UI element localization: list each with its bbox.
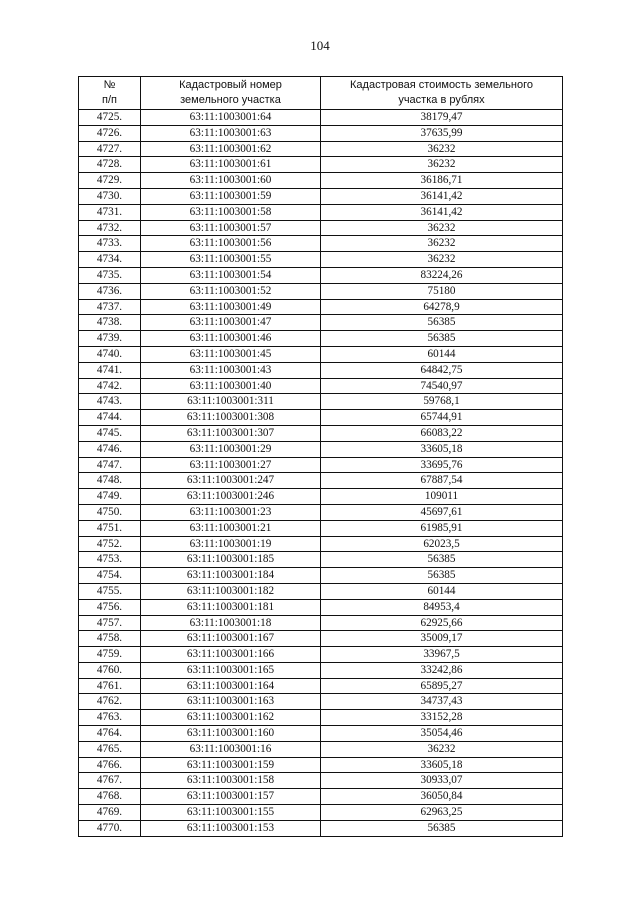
cadastral-value-cell: 38179,47 — [321, 110, 563, 126]
cadastral-value-cell: 33967,5 — [321, 647, 563, 663]
cadastral-value-cell: 36141,42 — [321, 188, 563, 204]
cadastral-value-cell: 56385 — [321, 568, 563, 584]
cadastral-number-cell: 63:11:1003001:153 — [141, 820, 321, 836]
cadastral-number-cell: 63:11:1003001:158 — [141, 773, 321, 789]
header-cadastral-number — [141, 77, 321, 110]
cadastral-number-cell: 63:11:1003001:23 — [141, 504, 321, 520]
row-number-cell: 4733. — [79, 236, 141, 252]
table-row — [79, 378, 563, 394]
table-row — [79, 631, 563, 647]
table-row — [79, 678, 563, 694]
header-value-line1: Кадастровая стоимость земельного — [350, 79, 533, 91]
row-number-cell: 4760. — [79, 662, 141, 678]
table-header-row — [79, 77, 563, 110]
row-number-cell: 4756. — [79, 599, 141, 615]
row-number-cell: 4736. — [79, 283, 141, 299]
cadastral-value-cell: 62023,5 — [321, 536, 563, 552]
cadastral-number-cell: 63:11:1003001:165 — [141, 662, 321, 678]
row-number-cell: 4744. — [79, 410, 141, 426]
row-number-cell: 4766. — [79, 757, 141, 773]
table-row — [79, 394, 563, 410]
row-number-cell: 4748. — [79, 473, 141, 489]
table-row — [79, 141, 563, 157]
cadastral-value-cell: 33605,18 — [321, 441, 563, 457]
row-number-cell: 4728. — [79, 157, 141, 173]
cadastral-number-cell: 63:11:1003001:16 — [141, 741, 321, 757]
cadastral-number-cell: 63:11:1003001:311 — [141, 394, 321, 410]
cadastral-number-cell: 63:11:1003001:54 — [141, 267, 321, 283]
table-row — [79, 504, 563, 520]
cadastral-number-cell: 63:11:1003001:47 — [141, 315, 321, 331]
cadastral-value-cell: 36186,71 — [321, 173, 563, 189]
cadastral-value-cell: 30933,07 — [321, 773, 563, 789]
row-number-cell: 4737. — [79, 299, 141, 315]
cadastral-number-cell: 63:11:1003001:61 — [141, 157, 321, 173]
row-number-cell: 4747. — [79, 457, 141, 473]
table-row — [79, 188, 563, 204]
cadastral-value-cell: 33605,18 — [321, 757, 563, 773]
table-row — [79, 204, 563, 220]
row-number-cell: 4729. — [79, 173, 141, 189]
cadastral-value-cell: 45697,61 — [321, 504, 563, 520]
table-row — [79, 157, 563, 173]
table-row — [79, 757, 563, 773]
header-number-line2: п/п — [102, 94, 117, 106]
cadastral-value-cell: 65744,91 — [321, 410, 563, 426]
table-row — [79, 662, 563, 678]
row-number-cell: 4764. — [79, 726, 141, 742]
cadastral-value-cell: 36232 — [321, 220, 563, 236]
cadastral-number-cell: 63:11:1003001:167 — [141, 631, 321, 647]
table-row — [79, 615, 563, 631]
row-number-cell: 4725. — [79, 110, 141, 126]
cadastral-value-cell: 36141,42 — [321, 204, 563, 220]
row-number-cell: 4741. — [79, 362, 141, 378]
table-row — [79, 805, 563, 821]
cadastral-value-cell: 74540,97 — [321, 378, 563, 394]
cadastral-number-cell: 63:11:1003001:246 — [141, 489, 321, 505]
table-row — [79, 410, 563, 426]
row-number-cell: 4734. — [79, 252, 141, 268]
row-number-cell: 4750. — [79, 504, 141, 520]
cadastral-number-cell: 63:11:1003001:21 — [141, 520, 321, 536]
cadastral-value-table — [78, 76, 563, 837]
cadastral-value-cell: 36232 — [321, 252, 563, 268]
cadastral-number-cell: 63:11:1003001:57 — [141, 220, 321, 236]
table-row — [79, 331, 563, 347]
table-row — [79, 110, 563, 126]
cadastral-value-cell: 109011 — [321, 489, 563, 505]
row-number-cell: 4738. — [79, 315, 141, 331]
table-row — [79, 220, 563, 236]
row-number-cell: 4749. — [79, 489, 141, 505]
table-row — [79, 647, 563, 663]
cadastral-value-cell: 56385 — [321, 331, 563, 347]
cadastral-value-cell: 33695,76 — [321, 457, 563, 473]
cadastral-number-cell: 63:11:1003001:157 — [141, 789, 321, 805]
cadastral-number-cell: 63:11:1003001:19 — [141, 536, 321, 552]
table-row — [79, 441, 563, 457]
cadastral-number-cell: 63:11:1003001:308 — [141, 410, 321, 426]
cadastral-number-cell: 63:11:1003001:155 — [141, 805, 321, 821]
cadastral-number-cell: 63:11:1003001:163 — [141, 694, 321, 710]
cadastral-value-cell: 56385 — [321, 315, 563, 331]
cadastral-number-cell: 63:11:1003001:45 — [141, 346, 321, 362]
table-row — [79, 473, 563, 489]
table-row — [79, 710, 563, 726]
table-row — [79, 252, 563, 268]
table-row — [79, 741, 563, 757]
cadastral-value-cell: 67887,54 — [321, 473, 563, 489]
table-row — [79, 726, 563, 742]
cadastral-value-cell: 37635,99 — [321, 125, 563, 141]
row-number-cell: 4726. — [79, 125, 141, 141]
cadastral-value-cell: 36232 — [321, 236, 563, 252]
table-row — [79, 267, 563, 283]
table-row — [79, 773, 563, 789]
header-number — [79, 77, 141, 110]
cadastral-value-cell: 65895,27 — [321, 678, 563, 694]
table-row — [79, 552, 563, 568]
table-body — [79, 110, 563, 837]
row-number-cell: 4758. — [79, 631, 141, 647]
cadastral-value-cell: 84953,4 — [321, 599, 563, 615]
cadastral-number-cell: 63:11:1003001:43 — [141, 362, 321, 378]
row-number-cell: 4762. — [79, 694, 141, 710]
cadastral-number-cell: 63:11:1003001:56 — [141, 236, 321, 252]
table-row — [79, 520, 563, 536]
row-number-cell: 4759. — [79, 647, 141, 663]
cadastral-number-cell: 63:11:1003001:162 — [141, 710, 321, 726]
cadastral-number-cell: 63:11:1003001:49 — [141, 299, 321, 315]
cadastral-value-cell: 34737,43 — [321, 694, 563, 710]
cadastral-value-cell: 62925,66 — [321, 615, 563, 631]
row-number-cell: 4730. — [79, 188, 141, 204]
cadastral-number-cell: 63:11:1003001:160 — [141, 726, 321, 742]
table-row — [79, 425, 563, 441]
row-number-cell: 4743. — [79, 394, 141, 410]
row-number-cell: 4757. — [79, 615, 141, 631]
table-row — [79, 299, 563, 315]
table-row — [79, 489, 563, 505]
table-row — [79, 173, 563, 189]
row-number-cell: 4754. — [79, 568, 141, 584]
cadastral-number-cell: 63:11:1003001:307 — [141, 425, 321, 441]
row-number-cell: 4735. — [79, 267, 141, 283]
row-number-cell: 4746. — [79, 441, 141, 457]
cadastral-number-cell: 63:11:1003001:27 — [141, 457, 321, 473]
table-row — [79, 236, 563, 252]
table-row — [79, 536, 563, 552]
header-cadastral-line1: Кадастровый номер — [179, 79, 282, 91]
cadastral-value-cell: 62963,25 — [321, 805, 563, 821]
cadastral-value-cell: 64278,9 — [321, 299, 563, 315]
table-row — [79, 583, 563, 599]
row-number-cell: 4731. — [79, 204, 141, 220]
row-number-cell: 4769. — [79, 805, 141, 821]
row-number-cell: 4767. — [79, 773, 141, 789]
cadastral-value-cell: 66083,22 — [321, 425, 563, 441]
table-row — [79, 315, 563, 331]
cadastral-value-cell: 36232 — [321, 141, 563, 157]
cadastral-number-cell: 63:11:1003001:58 — [141, 204, 321, 220]
row-number-cell: 4745. — [79, 425, 141, 441]
cadastral-value-cell: 64842,75 — [321, 362, 563, 378]
cadastral-number-cell: 63:11:1003001:52 — [141, 283, 321, 299]
cadastral-number-cell: 63:11:1003001:29 — [141, 441, 321, 457]
table-row — [79, 568, 563, 584]
row-number-cell: 4753. — [79, 552, 141, 568]
row-number-cell: 4770. — [79, 820, 141, 836]
row-number-cell: 4739. — [79, 331, 141, 347]
table-row — [79, 346, 563, 362]
cadastral-value-cell: 33242,86 — [321, 662, 563, 678]
cadastral-number-cell: 63:11:1003001:62 — [141, 141, 321, 157]
table-row — [79, 820, 563, 836]
page-number: 104 — [310, 38, 330, 53]
cadastral-value-cell: 36050,84 — [321, 789, 563, 805]
cadastral-value-cell: 33152,28 — [321, 710, 563, 726]
cadastral-number-cell: 63:11:1003001:247 — [141, 473, 321, 489]
table-row — [79, 457, 563, 473]
cadastral-number-cell: 63:11:1003001:40 — [141, 378, 321, 394]
cadastral-value-cell: 59768,1 — [321, 394, 563, 410]
cadastral-value-cell: 35009,17 — [321, 631, 563, 647]
table-row — [79, 283, 563, 299]
row-number-cell: 4763. — [79, 710, 141, 726]
table-row — [79, 789, 563, 805]
cadastral-number-cell: 63:11:1003001:164 — [141, 678, 321, 694]
cadastral-value-cell: 36232 — [321, 157, 563, 173]
cadastral-value-cell: 75180 — [321, 283, 563, 299]
cadastral-value-cell: 60144 — [321, 583, 563, 599]
cadastral-number-cell: 63:11:1003001:18 — [141, 615, 321, 631]
row-number-cell: 4732. — [79, 220, 141, 236]
cadastral-value-cell: 36232 — [321, 741, 563, 757]
row-number-cell: 4742. — [79, 378, 141, 394]
cadastral-number-cell: 63:11:1003001:64 — [141, 110, 321, 126]
header-cadastral-line2: земельного участка — [180, 94, 281, 106]
row-number-cell: 4751. — [79, 520, 141, 536]
row-number-cell: 4740. — [79, 346, 141, 362]
cadastral-number-cell: 63:11:1003001:63 — [141, 125, 321, 141]
table-row — [79, 599, 563, 615]
row-number-cell: 4752. — [79, 536, 141, 552]
cadastral-value-cell: 56385 — [321, 552, 563, 568]
cadastral-number-cell: 63:11:1003001:60 — [141, 173, 321, 189]
row-number-cell: 4768. — [79, 789, 141, 805]
cadastral-value-cell: 56385 — [321, 820, 563, 836]
header-cadastral-value — [321, 77, 563, 110]
cadastral-value-cell: 61985,91 — [321, 520, 563, 536]
cadastral-number-cell: 63:11:1003001:166 — [141, 647, 321, 663]
cadastral-value-cell: 35054,46 — [321, 726, 563, 742]
cadastral-number-cell: 63:11:1003001:184 — [141, 568, 321, 584]
table-row — [79, 125, 563, 141]
cadastral-number-cell: 63:11:1003001:46 — [141, 331, 321, 347]
cadastral-number-cell: 63:11:1003001:55 — [141, 252, 321, 268]
row-number-cell: 4761. — [79, 678, 141, 694]
cadastral-value-cell: 60144 — [321, 346, 563, 362]
table-row — [79, 694, 563, 710]
cadastral-number-cell: 63:11:1003001:185 — [141, 552, 321, 568]
row-number-cell: 4727. — [79, 141, 141, 157]
cadastral-number-cell: 63:11:1003001:182 — [141, 583, 321, 599]
row-number-cell: 4755. — [79, 583, 141, 599]
row-number-cell: 4765. — [79, 741, 141, 757]
cadastral-number-cell: 63:11:1003001:181 — [141, 599, 321, 615]
table-row — [79, 362, 563, 378]
cadastral-number-cell: 63:11:1003001:59 — [141, 188, 321, 204]
cadastral-value-cell: 83224,26 — [321, 267, 563, 283]
header-value-line2: участка в рублях — [398, 94, 485, 106]
header-number-line1: № — [103, 79, 116, 91]
cadastral-number-cell: 63:11:1003001:159 — [141, 757, 321, 773]
